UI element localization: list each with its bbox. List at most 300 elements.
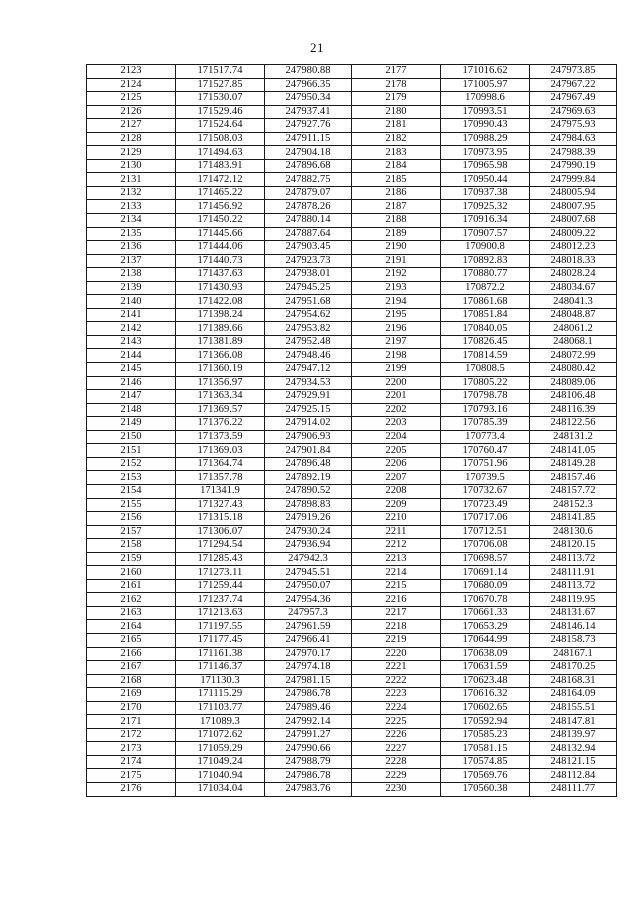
- x-coordinate-cell: 171049.24: [176, 755, 265, 769]
- x-coordinate-cell: 170998.6: [441, 92, 530, 106]
- y-coordinate-cell: 247986.78: [265, 688, 352, 702]
- point-number-cell: 2220: [352, 647, 441, 661]
- table-row: [87, 105, 617, 119]
- point-number-cell: 2230: [352, 782, 441, 796]
- point-number-cell: 2206: [352, 457, 441, 471]
- point-number-cell: 2172: [87, 728, 176, 742]
- x-coordinate-cell: 170602.65: [441, 701, 530, 715]
- table-row: [87, 119, 617, 133]
- y-coordinate-cell: 247950.07: [265, 579, 352, 593]
- y-coordinate-cell: 248080.42: [530, 363, 617, 377]
- point-number-cell: 2140: [87, 295, 176, 309]
- x-coordinate-cell: 170723.49: [441, 498, 530, 512]
- point-number-cell: 2179: [352, 92, 441, 106]
- y-coordinate-cell: 248041.3: [530, 295, 617, 309]
- x-coordinate-cell: 170670.78: [441, 593, 530, 607]
- point-number-cell: 2134: [87, 214, 176, 228]
- point-number-cell: 2197: [352, 335, 441, 349]
- y-coordinate-cell: 247970.17: [265, 647, 352, 661]
- x-coordinate-cell: 170798.78: [441, 390, 530, 404]
- table-row: [87, 633, 617, 647]
- point-number-cell: 2208: [352, 484, 441, 498]
- x-coordinate-cell: 170574.85: [441, 755, 530, 769]
- y-coordinate-cell: 247929.91: [265, 390, 352, 404]
- x-coordinate-cell: 171376.22: [176, 417, 265, 431]
- point-number-cell: 2226: [352, 728, 441, 742]
- x-coordinate-cell: 171398.24: [176, 308, 265, 322]
- y-coordinate-cell: 247942.3: [265, 552, 352, 566]
- x-coordinate-cell: 171357.78: [176, 471, 265, 485]
- x-coordinate-cell: 171445.66: [176, 227, 265, 241]
- y-coordinate-cell: 248130.6: [530, 525, 617, 539]
- point-number-cell: 2223: [352, 688, 441, 702]
- point-number-cell: 2207: [352, 471, 441, 485]
- y-coordinate-cell: 247991.27: [265, 728, 352, 742]
- y-coordinate-cell: 248005.94: [530, 186, 617, 200]
- table-row: [87, 701, 617, 715]
- y-coordinate-cell: 247950.34: [265, 92, 352, 106]
- table-row: [87, 92, 617, 106]
- point-number-cell: 2124: [87, 78, 176, 92]
- table-row: [87, 349, 617, 363]
- point-number-cell: 2209: [352, 498, 441, 512]
- y-coordinate-cell: 247992.14: [265, 715, 352, 729]
- x-coordinate-cell: 171364.74: [176, 457, 265, 471]
- point-number-cell: 2229: [352, 769, 441, 783]
- point-number-cell: 2227: [352, 742, 441, 756]
- y-coordinate-cell: 247951.68: [265, 295, 352, 309]
- table-row: [87, 376, 617, 390]
- x-coordinate-cell: 170644.99: [441, 633, 530, 647]
- table-row: [87, 755, 617, 769]
- x-coordinate-cell: 170900.8: [441, 241, 530, 255]
- point-number-cell: 2221: [352, 661, 441, 675]
- point-number-cell: 2181: [352, 119, 441, 133]
- y-coordinate-cell: 248152.3: [530, 498, 617, 512]
- point-number-cell: 2160: [87, 566, 176, 580]
- x-coordinate-cell: 171430.93: [176, 281, 265, 295]
- x-coordinate-cell: 171422.08: [176, 295, 265, 309]
- point-number-cell: 2189: [352, 227, 441, 241]
- point-number-cell: 2132: [87, 186, 176, 200]
- x-coordinate-cell: 171369.03: [176, 444, 265, 458]
- x-coordinate-cell: 170826.45: [441, 335, 530, 349]
- point-number-cell: 2203: [352, 417, 441, 431]
- point-number-cell: 2149: [87, 417, 176, 431]
- x-coordinate-cell: 171369.57: [176, 403, 265, 417]
- y-coordinate-cell: 248089.06: [530, 376, 617, 390]
- y-coordinate-cell: 248170.25: [530, 661, 617, 675]
- table-row: [87, 417, 617, 431]
- y-coordinate-cell: 247880.14: [265, 214, 352, 228]
- y-coordinate-cell: 247892.19: [265, 471, 352, 485]
- x-coordinate-cell: 170631.59: [441, 661, 530, 675]
- y-coordinate-cell: 247961.59: [265, 620, 352, 634]
- table-row: [87, 335, 617, 349]
- x-coordinate-cell: 171115.29: [176, 688, 265, 702]
- y-coordinate-cell: 247890.52: [265, 484, 352, 498]
- point-number-cell: 2213: [352, 552, 441, 566]
- y-coordinate-cell: 248131.2: [530, 430, 617, 444]
- x-coordinate-cell: 170616.32: [441, 688, 530, 702]
- y-coordinate-cell: 247879.07: [265, 186, 352, 200]
- x-coordinate-cell: 171508.03: [176, 132, 265, 146]
- x-coordinate-cell: 170569.76: [441, 769, 530, 783]
- x-coordinate-cell: 170861.68: [441, 295, 530, 309]
- y-coordinate-cell: 247954.36: [265, 593, 352, 607]
- y-coordinate-cell: 247925.15: [265, 403, 352, 417]
- y-coordinate-cell: 247906.93: [265, 430, 352, 444]
- point-number-cell: 2225: [352, 715, 441, 729]
- point-number-cell: 2150: [87, 430, 176, 444]
- x-coordinate-cell: 170814.59: [441, 349, 530, 363]
- y-coordinate-cell: 248034.67: [530, 281, 617, 295]
- x-coordinate-cell: 170993.51: [441, 105, 530, 119]
- y-coordinate-cell: 247989.46: [265, 701, 352, 715]
- table-row: [87, 715, 617, 729]
- point-number-cell: 2190: [352, 241, 441, 255]
- y-coordinate-cell: 248141.05: [530, 444, 617, 458]
- table-row: [87, 227, 617, 241]
- x-coordinate-cell: 170712.51: [441, 525, 530, 539]
- point-number-cell: 2128: [87, 132, 176, 146]
- y-coordinate-cell: 247948.46: [265, 349, 352, 363]
- point-number-cell: 2178: [352, 78, 441, 92]
- x-coordinate-cell: 171483.91: [176, 159, 265, 173]
- table-row: [87, 484, 617, 498]
- table-row: [87, 606, 617, 620]
- x-coordinate-cell: 170990.43: [441, 119, 530, 133]
- point-number-cell: 2228: [352, 755, 441, 769]
- y-coordinate-cell: 248111.77: [530, 782, 617, 796]
- x-coordinate-cell: 170805.22: [441, 376, 530, 390]
- x-coordinate-cell: 170585.23: [441, 728, 530, 742]
- y-coordinate-cell: 247923.73: [265, 254, 352, 268]
- y-coordinate-cell: 248146.14: [530, 620, 617, 634]
- x-coordinate-cell: 171059.29: [176, 742, 265, 756]
- x-coordinate-cell: 171444.06: [176, 241, 265, 255]
- table-row: [87, 268, 617, 282]
- point-number-cell: 2159: [87, 552, 176, 566]
- point-number-cell: 2186: [352, 186, 441, 200]
- point-number-cell: 2143: [87, 335, 176, 349]
- point-number-cell: 2187: [352, 200, 441, 214]
- y-coordinate-cell: 248164.09: [530, 688, 617, 702]
- point-number-cell: 2195: [352, 308, 441, 322]
- y-coordinate-cell: 248061.2: [530, 322, 617, 336]
- x-coordinate-cell: 170706.08: [441, 539, 530, 553]
- y-coordinate-cell: 247999.84: [530, 173, 617, 187]
- table-row: [87, 430, 617, 444]
- x-coordinate-cell: 171315.18: [176, 512, 265, 526]
- x-coordinate-cell: 171161.38: [176, 647, 265, 661]
- table-row: [87, 457, 617, 471]
- point-number-cell: 2157: [87, 525, 176, 539]
- page-number: 21: [310, 40, 324, 55]
- point-number-cell: 2155: [87, 498, 176, 512]
- point-number-cell: 2127: [87, 119, 176, 133]
- table-row: [87, 579, 617, 593]
- point-number-cell: 2198: [352, 349, 441, 363]
- y-coordinate-cell: 247974.18: [265, 661, 352, 675]
- point-number-cell: 2219: [352, 633, 441, 647]
- point-number-cell: 2204: [352, 430, 441, 444]
- point-number-cell: 2201: [352, 390, 441, 404]
- y-coordinate-cell: 247973.85: [530, 65, 617, 79]
- y-coordinate-cell: 247954.62: [265, 308, 352, 322]
- x-coordinate-cell: 170717.06: [441, 512, 530, 526]
- y-coordinate-cell: 248155.51: [530, 701, 617, 715]
- point-number-cell: 2192: [352, 268, 441, 282]
- point-number-cell: 2176: [87, 782, 176, 796]
- x-coordinate-cell: 170988.29: [441, 132, 530, 146]
- table-row: [87, 322, 617, 336]
- point-number-cell: 2194: [352, 295, 441, 309]
- table-row: [87, 254, 617, 268]
- y-coordinate-cell: 247882.75: [265, 173, 352, 187]
- x-coordinate-cell: 170739.5: [441, 471, 530, 485]
- x-coordinate-cell: 170773.4: [441, 430, 530, 444]
- point-number-cell: 2158: [87, 539, 176, 553]
- y-coordinate-cell: 248028.24: [530, 268, 617, 282]
- table-row: [87, 159, 617, 173]
- x-coordinate-cell: 171177.45: [176, 633, 265, 647]
- point-number-cell: 2214: [352, 566, 441, 580]
- x-coordinate-cell: 171259.44: [176, 579, 265, 593]
- table-row: [87, 539, 617, 553]
- point-number-cell: 2139: [87, 281, 176, 295]
- point-number-cell: 2199: [352, 363, 441, 377]
- x-coordinate-cell: 171294.54: [176, 539, 265, 553]
- point-number-cell: 2175: [87, 769, 176, 783]
- point-number-cell: 2180: [352, 105, 441, 119]
- point-number-cell: 2173: [87, 742, 176, 756]
- x-coordinate-cell: 171373.59: [176, 430, 265, 444]
- x-coordinate-cell: 171103.77: [176, 701, 265, 715]
- point-number-cell: 2212: [352, 539, 441, 553]
- table-row: [87, 593, 617, 607]
- x-coordinate-cell: 170851.84: [441, 308, 530, 322]
- table-row: [87, 688, 617, 702]
- table-row: [87, 782, 617, 796]
- point-number-cell: 2145: [87, 363, 176, 377]
- point-number-cell: 2169: [87, 688, 176, 702]
- table-row: [87, 132, 617, 146]
- x-coordinate-cell: 171327.43: [176, 498, 265, 512]
- point-number-cell: 2144: [87, 349, 176, 363]
- x-coordinate-cell: 170880.77: [441, 268, 530, 282]
- x-coordinate-cell: 171456.92: [176, 200, 265, 214]
- x-coordinate-cell: 170623.48: [441, 674, 530, 688]
- table-row: [87, 390, 617, 404]
- y-coordinate-cell: 248131.67: [530, 606, 617, 620]
- y-coordinate-cell: 248106.48: [530, 390, 617, 404]
- x-coordinate-cell: 171341.9: [176, 484, 265, 498]
- y-coordinate-cell: 247945.25: [265, 281, 352, 295]
- y-coordinate-cell: 247904.18: [265, 146, 352, 160]
- x-coordinate-cell: 171527.85: [176, 78, 265, 92]
- table-row: [87, 512, 617, 526]
- x-coordinate-cell: 171273.11: [176, 566, 265, 580]
- y-coordinate-cell: 247878.26: [265, 200, 352, 214]
- point-number-cell: 2174: [87, 755, 176, 769]
- point-number-cell: 2182: [352, 132, 441, 146]
- table-row: [87, 186, 617, 200]
- y-coordinate-cell: 248167.1: [530, 647, 617, 661]
- table-row: [87, 281, 617, 295]
- y-coordinate-cell: 248122.56: [530, 417, 617, 431]
- point-number-cell: 2146: [87, 376, 176, 390]
- point-number-cell: 2211: [352, 525, 441, 539]
- point-number-cell: 2133: [87, 200, 176, 214]
- y-coordinate-cell: 247953.82: [265, 322, 352, 336]
- y-coordinate-cell: 248007.95: [530, 200, 617, 214]
- x-coordinate-cell: 171529.46: [176, 105, 265, 119]
- y-coordinate-cell: 247967.49: [530, 92, 617, 106]
- point-number-cell: 2205: [352, 444, 441, 458]
- x-coordinate-cell: 171530.07: [176, 92, 265, 106]
- x-coordinate-cell: 170925.32: [441, 200, 530, 214]
- x-coordinate-cell: 171213.63: [176, 606, 265, 620]
- x-coordinate-cell: 171524.64: [176, 119, 265, 133]
- point-number-cell: 2222: [352, 674, 441, 688]
- y-coordinate-cell: 248157.72: [530, 484, 617, 498]
- point-number-cell: 2137: [87, 254, 176, 268]
- point-number-cell: 2164: [87, 620, 176, 634]
- point-number-cell: 2162: [87, 593, 176, 607]
- y-coordinate-cell: 247937.41: [265, 105, 352, 119]
- x-coordinate-cell: 171450.22: [176, 214, 265, 228]
- point-number-cell: 2126: [87, 105, 176, 119]
- y-coordinate-cell: 247966.35: [265, 78, 352, 92]
- x-coordinate-cell: 170808.5: [441, 363, 530, 377]
- table-row: [87, 403, 617, 417]
- x-coordinate-cell: 171389.66: [176, 322, 265, 336]
- point-number-cell: 2196: [352, 322, 441, 336]
- y-coordinate-cell: 248009.22: [530, 227, 617, 241]
- x-coordinate-cell: 171285.43: [176, 552, 265, 566]
- y-coordinate-cell: 247927.76: [265, 119, 352, 133]
- y-coordinate-cell: 248048.87: [530, 308, 617, 322]
- point-number-cell: 2216: [352, 593, 441, 607]
- table-row: [87, 525, 617, 539]
- point-number-cell: 2217: [352, 606, 441, 620]
- x-coordinate-cell: 170691.14: [441, 566, 530, 580]
- x-coordinate-cell: 171437.63: [176, 268, 265, 282]
- y-coordinate-cell: 247936.94: [265, 539, 352, 553]
- table-row: [87, 647, 617, 661]
- point-number-cell: 2161: [87, 579, 176, 593]
- y-coordinate-cell: 247945.51: [265, 566, 352, 580]
- y-coordinate-cell: 247984.63: [530, 132, 617, 146]
- y-coordinate-cell: 247914.02: [265, 417, 352, 431]
- y-coordinate-cell: 248157.46: [530, 471, 617, 485]
- y-coordinate-cell: 247983.76: [265, 782, 352, 796]
- table-row: [87, 566, 617, 580]
- x-coordinate-cell: 171306.07: [176, 525, 265, 539]
- table-row: [87, 728, 617, 742]
- x-coordinate-cell: 171363.34: [176, 390, 265, 404]
- table-row: [87, 78, 617, 92]
- x-coordinate-cell: 170732.67: [441, 484, 530, 498]
- table-row: [87, 308, 617, 322]
- point-number-cell: 2129: [87, 146, 176, 160]
- table-row: [87, 620, 617, 634]
- table-row: [87, 661, 617, 675]
- point-number-cell: 2153: [87, 471, 176, 485]
- x-coordinate-cell: 170560.38: [441, 782, 530, 796]
- x-coordinate-cell: 170840.05: [441, 322, 530, 336]
- point-number-cell: 2193: [352, 281, 441, 295]
- x-coordinate-cell: 171517.74: [176, 65, 265, 79]
- y-coordinate-cell: 247901.84: [265, 444, 352, 458]
- point-number-cell: 2188: [352, 214, 441, 228]
- x-coordinate-cell: 170793.16: [441, 403, 530, 417]
- y-coordinate-cell: 247898.83: [265, 498, 352, 512]
- x-coordinate-cell: 170592.94: [441, 715, 530, 729]
- point-number-cell: 2224: [352, 701, 441, 715]
- y-coordinate-cell: 247911.15: [265, 132, 352, 146]
- x-coordinate-cell: 171089.3: [176, 715, 265, 729]
- table-row: [87, 200, 617, 214]
- x-coordinate-cell: 171016.62: [441, 65, 530, 79]
- coordinates-table: [86, 64, 617, 797]
- y-coordinate-cell: 247969.63: [530, 105, 617, 119]
- x-coordinate-cell: 171130.3: [176, 674, 265, 688]
- y-coordinate-cell: 248132.94: [530, 742, 617, 756]
- x-coordinate-cell: 171072.62: [176, 728, 265, 742]
- y-coordinate-cell: 248018.33: [530, 254, 617, 268]
- table-row: [87, 173, 617, 187]
- x-coordinate-cell: 170751.96: [441, 457, 530, 471]
- point-number-cell: 2148: [87, 403, 176, 417]
- y-coordinate-cell: 248111.91: [530, 566, 617, 580]
- table-row: [87, 742, 617, 756]
- y-coordinate-cell: 248121.15: [530, 755, 617, 769]
- y-coordinate-cell: 247938.01: [265, 268, 352, 282]
- x-coordinate-cell: 171034.04: [176, 782, 265, 796]
- x-coordinate-cell: 170785.39: [441, 417, 530, 431]
- y-coordinate-cell: 247980.88: [265, 65, 352, 79]
- point-number-cell: 2125: [87, 92, 176, 106]
- x-coordinate-cell: 170907.57: [441, 227, 530, 241]
- y-coordinate-cell: 247934.53: [265, 376, 352, 390]
- x-coordinate-cell: 171356.97: [176, 376, 265, 390]
- x-coordinate-cell: 171381.89: [176, 335, 265, 349]
- point-number-cell: 2215: [352, 579, 441, 593]
- y-coordinate-cell: 247930.24: [265, 525, 352, 539]
- y-coordinate-cell: 248113.72: [530, 579, 617, 593]
- point-number-cell: 2191: [352, 254, 441, 268]
- y-coordinate-cell: 247990.19: [530, 159, 617, 173]
- x-coordinate-cell: 170965.98: [441, 159, 530, 173]
- y-coordinate-cell: 247975.93: [530, 119, 617, 133]
- x-coordinate-cell: 171005.97: [441, 78, 530, 92]
- coordinates-table-body: [87, 65, 617, 797]
- point-number-cell: 2147: [87, 390, 176, 404]
- point-number-cell: 2167: [87, 661, 176, 675]
- x-coordinate-cell: 170872.2: [441, 281, 530, 295]
- x-coordinate-cell: 171472.12: [176, 173, 265, 187]
- table-row: [87, 471, 617, 485]
- table-row: [87, 363, 617, 377]
- table-row: [87, 498, 617, 512]
- y-coordinate-cell: 247981.15: [265, 674, 352, 688]
- y-coordinate-cell: 248139.97: [530, 728, 617, 742]
- x-coordinate-cell: 171040.94: [176, 769, 265, 783]
- point-number-cell: 2151: [87, 444, 176, 458]
- point-number-cell: 2142: [87, 322, 176, 336]
